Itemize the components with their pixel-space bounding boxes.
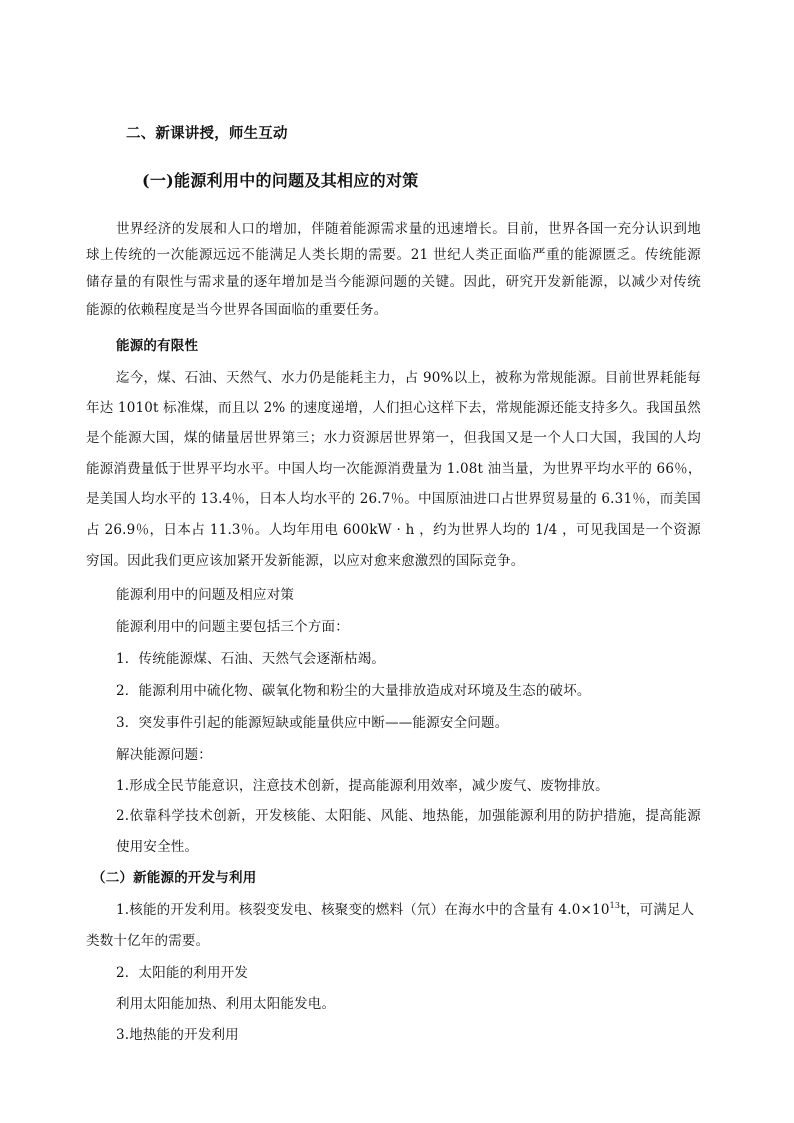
problem-item-2: 2．能源利用中硫化物、碳氧化物和粉尘的大量排放造成对环境及生态的破坏。 [116, 683, 591, 699]
problems-title: 能源利用中的问题及相应对策 [116, 587, 295, 603]
solar-title: 2．太阳能的利用开发 [116, 965, 249, 981]
solution-item-2-line-2: 使用安全性。 [116, 839, 199, 855]
limited-line-5: 是美国人均水平的 13.4％，日本人均水平的 26.7％。中国原油进口占世界贸易量的 6.31％，而美国 [86, 491, 701, 507]
problems-intro: 能源利用中的问题主要包括三个方面： [116, 619, 349, 635]
solution-item-2-line-1: 2.依靠科学技术创新，开发核能、太阳能、风能、地热能，加强能源利用的防护措施，提高能源 [116, 808, 701, 824]
nuclear-line-2: 类数十亿年的需要。 [86, 933, 210, 949]
solar-text: 利用太阳能加热、利用太阳能发电。 [116, 996, 336, 1012]
nuclear-line-1-tail: t，可满足人 [620, 902, 695, 918]
main-heading: 二、新课讲授，师生互动 [126, 125, 288, 142]
intro-line-3: 储存量的有限性与需求量的逐年增加是当今能源问题的关键。因此，研究开发新能源，以减少对传统 [86, 274, 701, 290]
nuclear-line-1-text: 1.核能的开发利用。核裂变发电、核聚变的燃料（氘）在海水中的含量有 4.0×10 [116, 902, 610, 918]
limited-line-6: 占 26.9％，日本占 11.3％。人均年用电 600kW · h ，约为世界人均的 1/4 ，可见我国是一个资源 [86, 522, 701, 538]
intro-line-4: 能源的依赖程度是当今世界各国面临的重要任务。 [86, 302, 388, 318]
intro-line-1: 世界经济的发展和人口的增加，伴随着能源需求量的迅速增长。目前，世界各国一充分认识到地 [116, 221, 701, 237]
limited-line-2: 年达 1010t 标准煤，而且以 2% 的速度递增，人们担心这样下去，常规能源还能支持多久。我国虽然 [86, 400, 701, 416]
solution-item-1: 1.形成全民节能意识，注意技术创新，提高能源利用效率，减少废气、废物排放。 [116, 778, 609, 794]
problem-item-1: 1．传统能源煤、石油、天然气会逐渐枯竭。 [116, 651, 386, 667]
geothermal-title: 3.地热能的开发利用 [116, 1027, 239, 1043]
limited-subheading: 能源的有限性 [116, 338, 199, 354]
intro-line-2: 球上传统的一次能源远远不能满足人类长期的需要。21 世纪人类正面临严重的能源匮乏。传统能源 [86, 247, 701, 263]
solutions-title: 解决能源问题： [116, 747, 212, 763]
problem-item-3: 3．突发事件引起的能源短缺或能量供应中断——能源安全问题。 [116, 715, 509, 731]
limited-line-7: 穷国。因此我们更应该加紧开发新能源，以应对愈来愈激烈的国际竞争。 [86, 553, 525, 569]
exponent: 13 [609, 901, 621, 910]
limited-line-3: 是个能源大国，煤的储量居世界第三；水力资源居世界第一，但我国又是一个人口大国，我国的人均 [86, 430, 701, 446]
section2-heading: （二）新能源的开发与利用 [92, 870, 257, 886]
section1-heading: (一)能源利用中的问题及其相应的对策 [142, 171, 419, 190]
limited-line-4: 能源消费量低于世界平均水平。中国人均一次能源消费量为 1.08t 油当量，为世界平均水平的 66％， [86, 461, 702, 477]
limited-line-1: 迄今，煤、石油、天然气、水力仍是能耗主力，占 90%以上，被称为常规能源。目前世界耗能每 [116, 370, 701, 386]
nuclear-line-1 [116, 900, 694, 920]
